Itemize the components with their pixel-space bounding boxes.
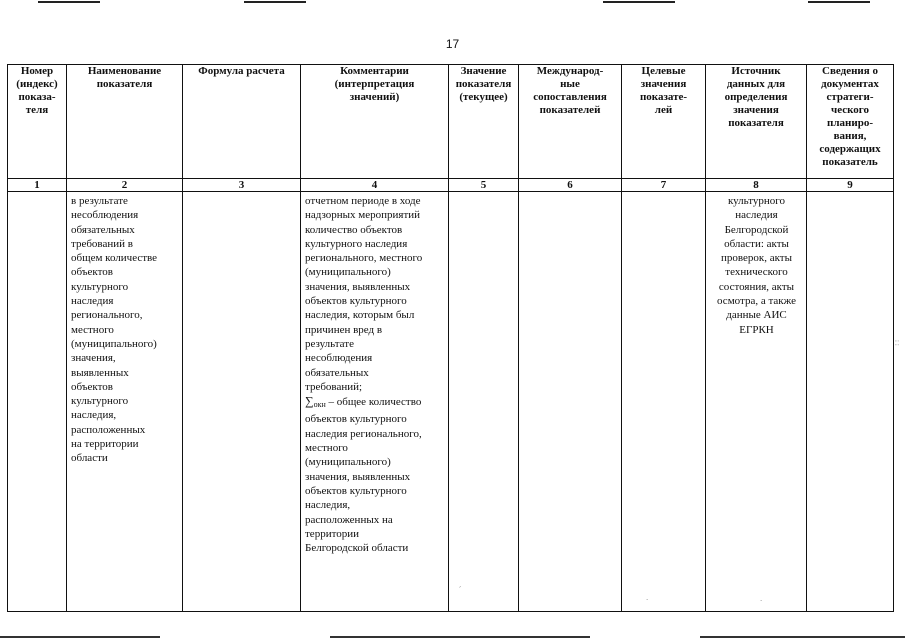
column-number: 3 [183,179,301,192]
comments-part-2: – общее количество объектов культурного наследия регионального, местного (муниципального) значения, выявленных объектов культурного наследия, расположенных на территории Белгородской области [305,396,422,555]
column-number: 4 [301,179,449,192]
cell-index [8,192,67,612]
sum-subscript: окн [313,400,326,410]
header-data-source: Источник данных для определения значения показателя [706,65,807,179]
column-number: 1 [8,179,67,192]
page-number: 17 [445,37,460,51]
column-number: 8 [706,179,807,192]
header-comments: Комментарии (интерпретация значений) [301,65,449,179]
header-name: Наименование показателя [67,65,183,179]
header-strategic-docs: Сведения о документах стратеги- ческого планиро- вания, содержащих показатель [807,65,894,179]
scan-speck: · [646,596,649,604]
scan-bottom-edge [0,634,905,640]
column-number: 7 [622,179,706,192]
header-formula: Формула расчета [183,65,301,179]
header-target-values: Целевые значения показате- лей [622,65,706,179]
cell-international [519,192,622,612]
margin-scribble: ⁝ ⁝ [893,340,900,346]
sum-symbol: ∑ [305,394,314,409]
scan-speck: · [760,597,763,605]
comments-part-1: отчетном периоде в ходе надзорных мероприятий количество объектов культурного наследия регионального, местного (муниципального) значения, выявленных объектов культурного наследия, которым был причинен вред в результате несоблюдения обязательных требований; [305,195,423,393]
cell-comments [301,192,449,612]
header-index: Номер (индекс) показа- теля [8,65,67,179]
table-row [8,192,894,612]
cell-formula [183,192,301,612]
header-current-value: Значение показателя (текущее) [449,65,519,179]
column-number: 5 [449,179,519,192]
header-international: Международ- ные сопоставления показателей [519,65,622,179]
column-number: 2 [67,179,183,192]
column-number: 9 [807,179,894,192]
indicators-table [7,64,894,612]
cell-target-values [622,192,706,612]
scan-top-edge [0,0,905,4]
cell-data-source: культурного наследия Белгородской области: акты проверок, акты технического состояния, акты осмотра, а также данные АИС ЕГРКН [706,192,807,612]
column-numbers-row [8,179,894,192]
table-header-row [8,65,894,179]
cell-strategic-docs [807,192,894,612]
column-number: 6 [519,179,622,192]
cell-indicator-name: в результате несоблюдения обязательных требований в общем количестве объектов культурного наследия регионального, местного (муниципального) значения, выявленных объектов культурного наследия, расположенных на территории области [67,192,183,612]
cell-current-value [449,192,519,612]
scan-speck: ˊ [458,586,462,594]
